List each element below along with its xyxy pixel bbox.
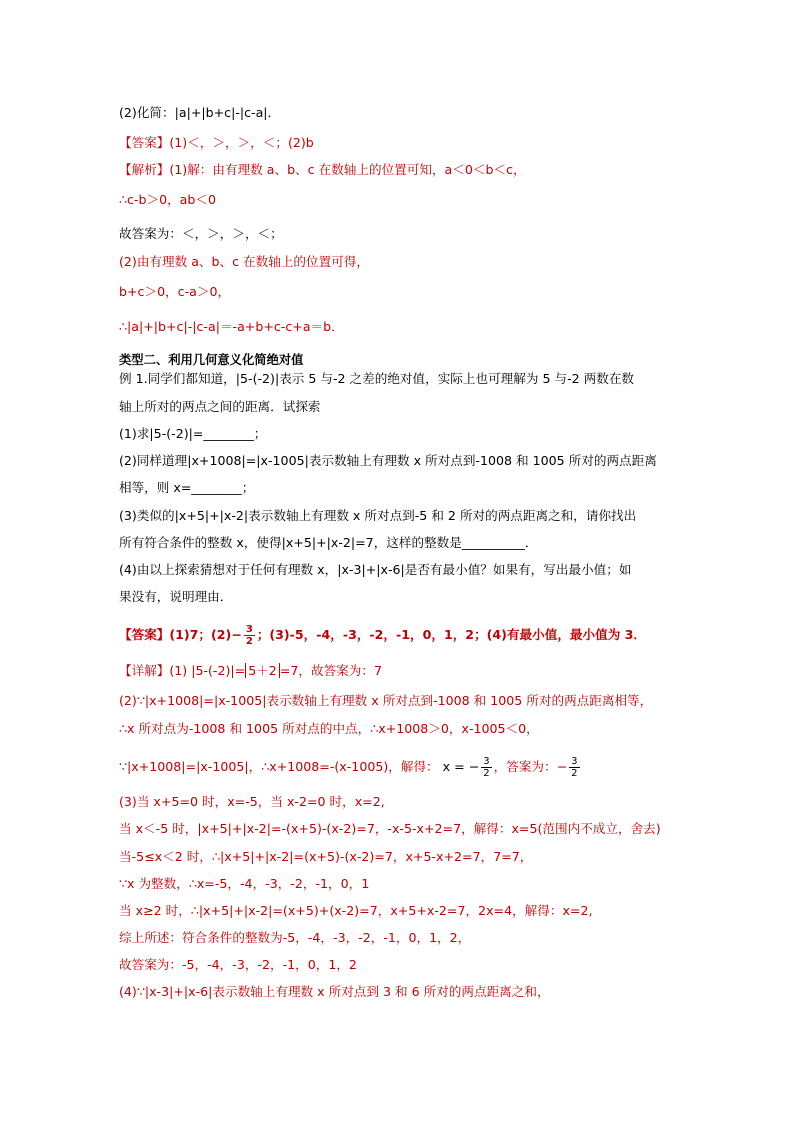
detail-1-abs-box: 5＋2: [245, 663, 280, 678]
detail-line-5: (3)当 x+5=0 时，x=-5，当 x-2=0 时，x=2,: [119, 794, 385, 809]
detail-line-9: 当 x≥2 时，∴|x+5|+|x-2|=(x+5)+(x-2)=7，x+5+x-2=7，2x=4，解得：x=2,: [119, 903, 593, 918]
fraction-denominator: 2: [571, 768, 578, 779]
detail-1-prefix: 【详解】(1) |5-(-2)|=: [119, 663, 246, 678]
question-2-simplify: (2)化简：|a|+|b+c|-|c-a|．: [119, 105, 281, 120]
answer-part-1: 【答案】(1)7；(2)−: [119, 627, 242, 642]
detail-4-x-equals: x = −: [442, 759, 480, 774]
answer-line: 【答案】(1)＜，＞，＞，＜；(2)b: [119, 135, 314, 150]
fraction-three-halves-3: [569, 756, 579, 779]
detail-4-prefix: ∵|x+1008|=|x-1005|，∴x+1008=-(x-1005)，解得：: [119, 759, 439, 774]
example-intro-2: 轴上所对的两点之间的距离．试探索: [119, 399, 321, 414]
example-q4-line1: (4)由以上探索猜想对于任何有理数 x，|x-3|+|x-6|是否有最小值？如果有，写出最小值；如: [119, 562, 632, 577]
detail-line-11: 故答案为：-5，-4，-3，-2，-1，0，1，2: [119, 957, 357, 972]
example-q4-line2: 果没有，说明理由．: [119, 589, 233, 604]
detail-1-suffix: =7，故答案为：7: [279, 663, 382, 678]
analysis-line-2: ∴c-b＞0，ab＜0: [119, 192, 216, 207]
analysis-line-6: ∴|a|+|b+c|-|c-a|＝-a+b+c-c+a＝b．: [119, 319, 344, 334]
example-intro-1: 例 1.同学们都知道，|5-(-2)|表示 5 与-2 之差的绝对值，实际上也可理解为 5 与-2 两数在数: [119, 371, 635, 386]
answer-part-2: ；(3)-5，-4，-3，-2，-1，0，1，2；(4)有最小值，最小值为 3．: [256, 627, 647, 642]
detail-4-answer: ，答案为：−: [493, 759, 568, 774]
detail-line-7: 当-5≤x＜2 时，∴|x+5|+|x-2|=(x+5)-(x-2)=7，x+5-x+2=7，7=7，: [119, 849, 533, 864]
detail-line-12: (4)∵|x-3|+|x-6|表示数轴上有理数 x 所对点到 3 和 6 所对的两点距离之和，: [119, 984, 550, 999]
fraction-denominator: 2: [483, 768, 490, 779]
example-q1: (1)求|5-(-2)|=________；: [119, 426, 267, 441]
example-q2-line1: (2)同样道理|x+1008|=|x-1005|表示数轴上有理数 x 所对点到-1008 和 1005 所对的两点距离: [119, 453, 657, 468]
detail-line-10: 综上所述：符合条件的整数为-5，-4，-3，-2，-1，0，1，2，: [119, 930, 471, 945]
fraction-numerator: 3: [483, 756, 490, 767]
example-q3-line1: (3)类似的|x+5|+|x-2|表示数轴上有理数 x 所对点到-5 和 2 所对的两点距离之和，请你找出: [119, 508, 637, 523]
example-answer: [119, 624, 724, 647]
fraction-numerator: 3: [571, 756, 578, 767]
analysis-line-5: b+c＞0，c-a＞0，: [119, 284, 231, 299]
fraction-denominator: 2: [245, 636, 253, 647]
analysis-line-3: 故答案为：＜，＞，＞，＜；: [119, 226, 283, 241]
analysis-line-1: 【解析】(1)解：由有理数 a、b、c 在数轴上的位置可知，a＜0＜b＜c，: [119, 162, 526, 177]
detail-line-2: (2)∵|x+1008|=|x-1005|表示数轴上有理数 x 所对点到-1008 和 1005 所对的两点距离相等，: [119, 693, 653, 708]
section-heading: 类型二、利用几何意义化简绝对值: [119, 353, 304, 367]
detail-line-3: ∴x 所对点为-1008 和 1005 所对点的中点，∴x+1008＞0，x-1005＜0，: [119, 721, 539, 736]
fraction-three-halves: [244, 624, 255, 647]
detail-line-4: [119, 756, 724, 779]
analysis-line-4: (2)由有理数 a、b、c 在数轴上的位置可得，: [119, 254, 369, 269]
example-q3-line2: 所有符合条件的整数 x，使得|x+5|+|x-2|=7，这样的整数是__________．: [119, 535, 538, 550]
detail-line-1: [119, 662, 724, 680]
fraction-numerator: 3: [245, 624, 253, 635]
detail-line-6: 当 x＜-5 时，|x+5|+|x-2|=-(x+5)-(x-2)=7，-x-5-x+2=7，解得：x=5(范围内不成立，舍去): [119, 821, 661, 836]
detail-line-8: ∵x 为整数，∴x=-5，-4，-3，-2，-1，0，1: [119, 876, 370, 891]
fraction-three-halves-2: [481, 756, 491, 779]
example-q2-line2: 相等，则 x=________；: [119, 480, 255, 495]
